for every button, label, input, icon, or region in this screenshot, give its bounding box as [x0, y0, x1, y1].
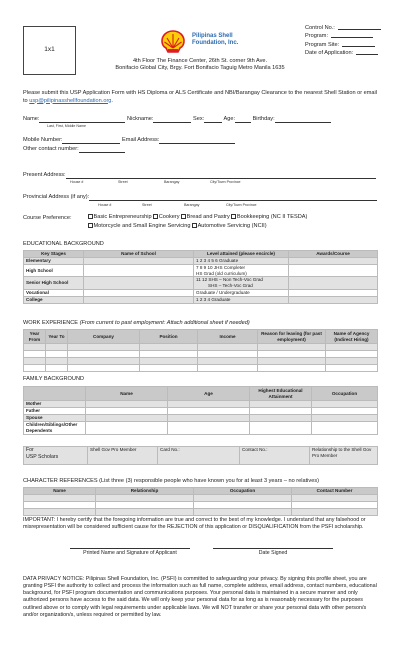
hint-city: City/Town Province: [226, 203, 257, 207]
intro-body: Please submit this USP Application Form with HS Diploma or ALS Certificate and NBI/Barangay Clearance to the nearest Shell Station or email to: [23, 90, 378, 104]
hint-street: Street: [142, 203, 152, 207]
edu-header: Name of School: [84, 251, 194, 258]
work-title: [23, 320, 250, 327]
table-row: [24, 502, 378, 509]
nickname-field[interactable]: [153, 117, 191, 123]
table-row: Elementary 1 2 3 4 5 6 Graduate: [24, 258, 378, 265]
hint-city: City/Town Province: [210, 180, 241, 184]
course-option[interactable]: Cookery: [153, 214, 179, 220]
hint-street: Street: [118, 180, 128, 184]
family-header: Age: [168, 387, 250, 401]
table-row: Senior High School 11 12 SHS – Non Tech-Voc Grad SHS – Tech-Voc Grad: [24, 277, 378, 289]
control-fields: [305, 24, 381, 58]
table-row: [24, 351, 378, 358]
present-address-row: [23, 172, 376, 179]
ref-header: Relationship: [96, 488, 194, 495]
birthday-field[interactable]: [275, 117, 331, 123]
family-header-blank: [24, 387, 86, 401]
email-field[interactable]: [159, 138, 235, 144]
name-label: Name:: [23, 116, 40, 122]
hint-barangay: Barangay: [184, 203, 200, 207]
table-row: [24, 358, 378, 365]
work-header: Position: [140, 330, 198, 344]
course-option[interactable]: Bread and Pastry: [181, 214, 230, 220]
ref-header: Occupation: [194, 488, 292, 495]
table-row: [24, 495, 378, 502]
course-option[interactable]: Automotive Servicing (NCII): [192, 223, 267, 229]
table-row: Father: [24, 408, 378, 415]
work-title-note: (From current to past employment: Attach additional sheet if needed): [79, 320, 250, 326]
org-name-line1: Pilipinas Shell: [192, 33, 233, 39]
program-label: Program:: [305, 33, 329, 40]
date-of-application-field[interactable]: [356, 49, 378, 55]
present-address-label: Present Address:: [23, 172, 66, 178]
address-line1: 4th Floor The Finance Center, 26th St. corner 9th Ave.: [132, 58, 268, 64]
ref-header: Contact Number: [292, 488, 378, 495]
privacy-notice: DATA PRIVACY NOTICE: Pilipinas Shell Foundation, Inc. (PSFI) is committed to safeguarding your privacy. By signing this profile sheet, you are granting PSFI the authority to collect and process the information such as full name, complete address, email address, contact numbers, educational background, for PSFI program documentation and communications purposes. Your personal data is maintained in a secure manner and only authorized persons have access to the said data. We will only keep your personal data for as long as is reasonably necessary for the purposes outlined above or to comply with legal requirements under applicable laws. We will NOT transfer or share your personal data with other person/s and/or organization/s, unless required or permitted by law.: [23, 576, 377, 618]
family-table: [23, 386, 378, 435]
table-row: College 1 2 3 4 Graduate: [24, 296, 378, 303]
table-row: Spouse: [24, 415, 378, 422]
work-header: Year From: [24, 330, 46, 344]
present-address-field[interactable]: [66, 173, 376, 179]
nickname-label: Nickname:: [127, 116, 154, 122]
usp-col[interactable]: Shell Gov Pro Member: [88, 447, 158, 465]
course-row2: [88, 223, 267, 230]
printed-name-signature[interactable]: Printed Name and Signature of Applicant: [70, 548, 190, 557]
education-table: [23, 250, 378, 304]
usp-for-label: For: [26, 447, 34, 453]
work-title-main: WORK EXPERIENCE: [23, 320, 79, 326]
address-line2: Bonifacio Global City, Brgy. Fort Bonifacio Taguig Metro Manila 1635: [115, 65, 285, 72]
intro-end: .: [111, 97, 113, 104]
table-row: [24, 447, 378, 465]
course-option[interactable]: Motorcycle and Small Engine Servicing: [88, 223, 191, 229]
checkbox-icon[interactable]: [231, 214, 236, 219]
personal-row1: [23, 116, 383, 123]
checkbox-icon[interactable]: [153, 214, 158, 219]
usp-for-value: USP Scholars: [26, 453, 59, 460]
education-title: EDUCATIONAL BACKGROUND: [23, 241, 104, 247]
table-row: [24, 344, 378, 351]
edu-header: Key Stages: [24, 251, 84, 258]
hint-barangay: Barangay: [164, 180, 180, 184]
shell-logo: [160, 30, 186, 54]
table-row: Mother: [24, 401, 378, 408]
other-contact-field[interactable]: [79, 147, 125, 153]
table-row: [24, 509, 378, 516]
family-header: Occupation: [312, 387, 378, 401]
intro-email-link[interactable]: usp@pilipinasshellfoundation.org: [29, 97, 112, 104]
certification-text: IMPORTANT: I hereby certify that the foregoing information are true and correct to the best of my knowledge. I understand that any falsehood or misrepresentation will be considered sufficient cause for the REJECTION of this application or DISQUALIFICATION from the PSFI scholarship.: [23, 517, 366, 531]
course-option[interactable]: Bookkeeping (NC II TESDA): [231, 214, 307, 220]
work-header: Income: [198, 330, 258, 344]
date-of-application-label: Date of Application:: [305, 50, 354, 57]
usp-col[interactable]: Contact No.:: [240, 447, 310, 465]
usp-col[interactable]: Card No.:: [158, 447, 240, 465]
other-contact-label: Other contact number:: [23, 146, 79, 152]
table-row: [24, 365, 378, 372]
mobile-label: Mobile Number:: [23, 137, 63, 143]
photo-label: 1x1: [44, 46, 55, 54]
org-name-line2: Foundation, Inc.: [192, 40, 239, 47]
hint-house: House #: [70, 180, 84, 184]
sex-label: Sex:: [193, 116, 205, 122]
control-no-field[interactable]: [338, 24, 381, 30]
personal-row2: [23, 137, 235, 144]
email-label: Email Address:: [122, 137, 160, 143]
checkbox-icon[interactable]: [88, 214, 93, 219]
work-header: Year To: [46, 330, 68, 344]
program-site-label: Program Site:: [305, 41, 340, 48]
checkbox-icon[interactable]: [181, 214, 186, 219]
table-row: High School 7 8 9 10 JHS Completer HS Grad (old curriculum): [24, 265, 378, 277]
family-header: Highest Educational Attainment: [250, 387, 312, 401]
course-label: Course Preference:: [23, 215, 72, 221]
table-row: Vocational Graduate / Undergraduate: [24, 289, 378, 296]
name-field[interactable]: [39, 117, 125, 123]
name-hint: Last, First, Middle Name: [47, 124, 86, 128]
table-row: Children/Siblings/Other Dependents: [24, 422, 378, 435]
usp-table: [23, 446, 378, 465]
program-field[interactable]: [331, 32, 373, 38]
work-table: [23, 329, 378, 372]
intro-text: [23, 90, 378, 105]
mobile-field[interactable]: [62, 138, 120, 144]
hint-house: House #: [98, 203, 112, 207]
personal-row3: [23, 146, 125, 153]
references-title-main: CHARACTER REFERENCES: [23, 478, 98, 484]
edu-header: Awards/Course: [289, 251, 378, 258]
org-address: [0, 58, 400, 73]
usp-col[interactable]: Relationship to the Shell Gov Pro Member: [310, 447, 378, 465]
date-signed[interactable]: Date Signed: [213, 548, 333, 557]
work-header: Company: [68, 330, 140, 344]
course-row1: [88, 214, 307, 221]
course-option[interactable]: Basic Entrepreneurship: [88, 214, 152, 220]
provincial-address-row: [23, 194, 377, 201]
program-site-field[interactable]: [342, 41, 375, 47]
age-label: Age:: [223, 116, 236, 122]
work-header: Name of Agency (Indirect Hiring): [326, 330, 378, 344]
control-no-label: Control No.:: [305, 25, 335, 31]
family-title: FAMILY BACKGROUND: [23, 376, 85, 382]
checkbox-icon[interactable]: [192, 223, 197, 228]
references-table: [23, 487, 378, 516]
edu-header: Level attained (please encircle): [194, 251, 289, 258]
age-field[interactable]: [235, 117, 251, 123]
checkbox-icon[interactable]: [88, 223, 93, 228]
provincial-address-field[interactable]: [89, 195, 377, 201]
references-title-note: (List three (3) responsible people who have known you for at least 3 years – no relatives): [99, 478, 319, 484]
org-name: [192, 33, 238, 47]
birthday-label: Birthday:: [252, 116, 275, 122]
references-title: [23, 478, 319, 485]
sex-field[interactable]: [204, 117, 222, 123]
ref-header: Name: [24, 488, 96, 495]
family-header: Name: [86, 387, 168, 401]
provincial-address-label: Provincial Address (if any):: [23, 194, 90, 200]
work-header: Reason for leaving (for past employment): [258, 330, 326, 344]
